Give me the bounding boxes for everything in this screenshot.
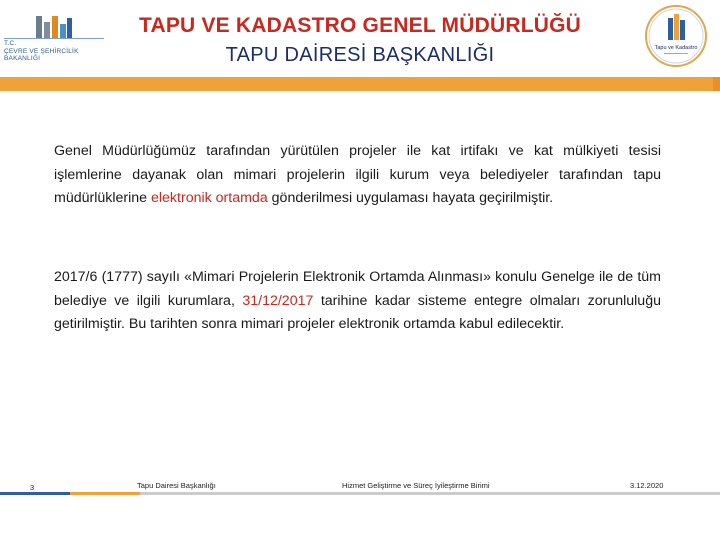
page-subtitle: TAPU DAİRESİ BAŞKANLIĞI	[225, 44, 495, 66]
footer-divider-blue	[0, 492, 70, 495]
tkgm-logo	[644, 4, 708, 68]
ministry-line: ÇEVRE VE ŞEHİRCİLİK	[4, 47, 79, 55]
footer-divider	[0, 492, 720, 495]
paragraph-text: Genel Müdürlüğümüz tarafından yürütülen projeler ile kat irtifakı ve kat mülkiyeti tesisi işlemlerine dayanak olan mimari projelerin ilgili kurum veya belediyeler tarafından tapu müdürlüklerine	[54, 143, 661, 206]
paragraph-circular	[54, 266, 661, 337]
logo-divider	[4, 38, 104, 39]
paragraph-text: 2017/6 (1777) sayılı «Mimari Projelerin Elektronik Ortamda Alınması» konulu Genelge ile de tüm belediye ve ilgili kurumlara,	[54, 269, 661, 309]
paragraph-text: tarihine kadar sisteme entegre olmaları zorunluluğu getirilmiştir. Bu tarihten sonra mimari projeler elektronik ortamda kabul edilecektir.	[54, 292, 661, 332]
page-number: 3	[30, 483, 35, 492]
tkgm-logo-text: Tapu ve Kadastro	[654, 45, 698, 51]
ministry-line: T.C.	[4, 40, 17, 47]
footer-department: Tapu Dairesi Başkanlığı	[137, 481, 216, 490]
footer-unit: Hizmet Geliştirme ve Süreç İyileştirme Birimi	[342, 481, 490, 490]
page-title: TAPU VE KADASTRO GENEL MÜDÜRLÜĞÜ	[139, 14, 581, 37]
paragraph-text: gönderilmesi uygulaması hayata geçirilmiştir.	[267, 190, 554, 206]
footer-divider-orange	[70, 492, 140, 495]
ministry-line: BAKANLIĞI	[4, 55, 41, 62]
highlight-text: elektronik ortamda	[151, 190, 268, 206]
footer-date: 3.12.2020	[630, 481, 664, 490]
highlight-date: 31/12/2017	[242, 292, 314, 309]
paragraph-electronic-submission	[54, 140, 661, 211]
header-bar	[0, 77, 720, 91]
header-bar-accent	[713, 77, 720, 91]
